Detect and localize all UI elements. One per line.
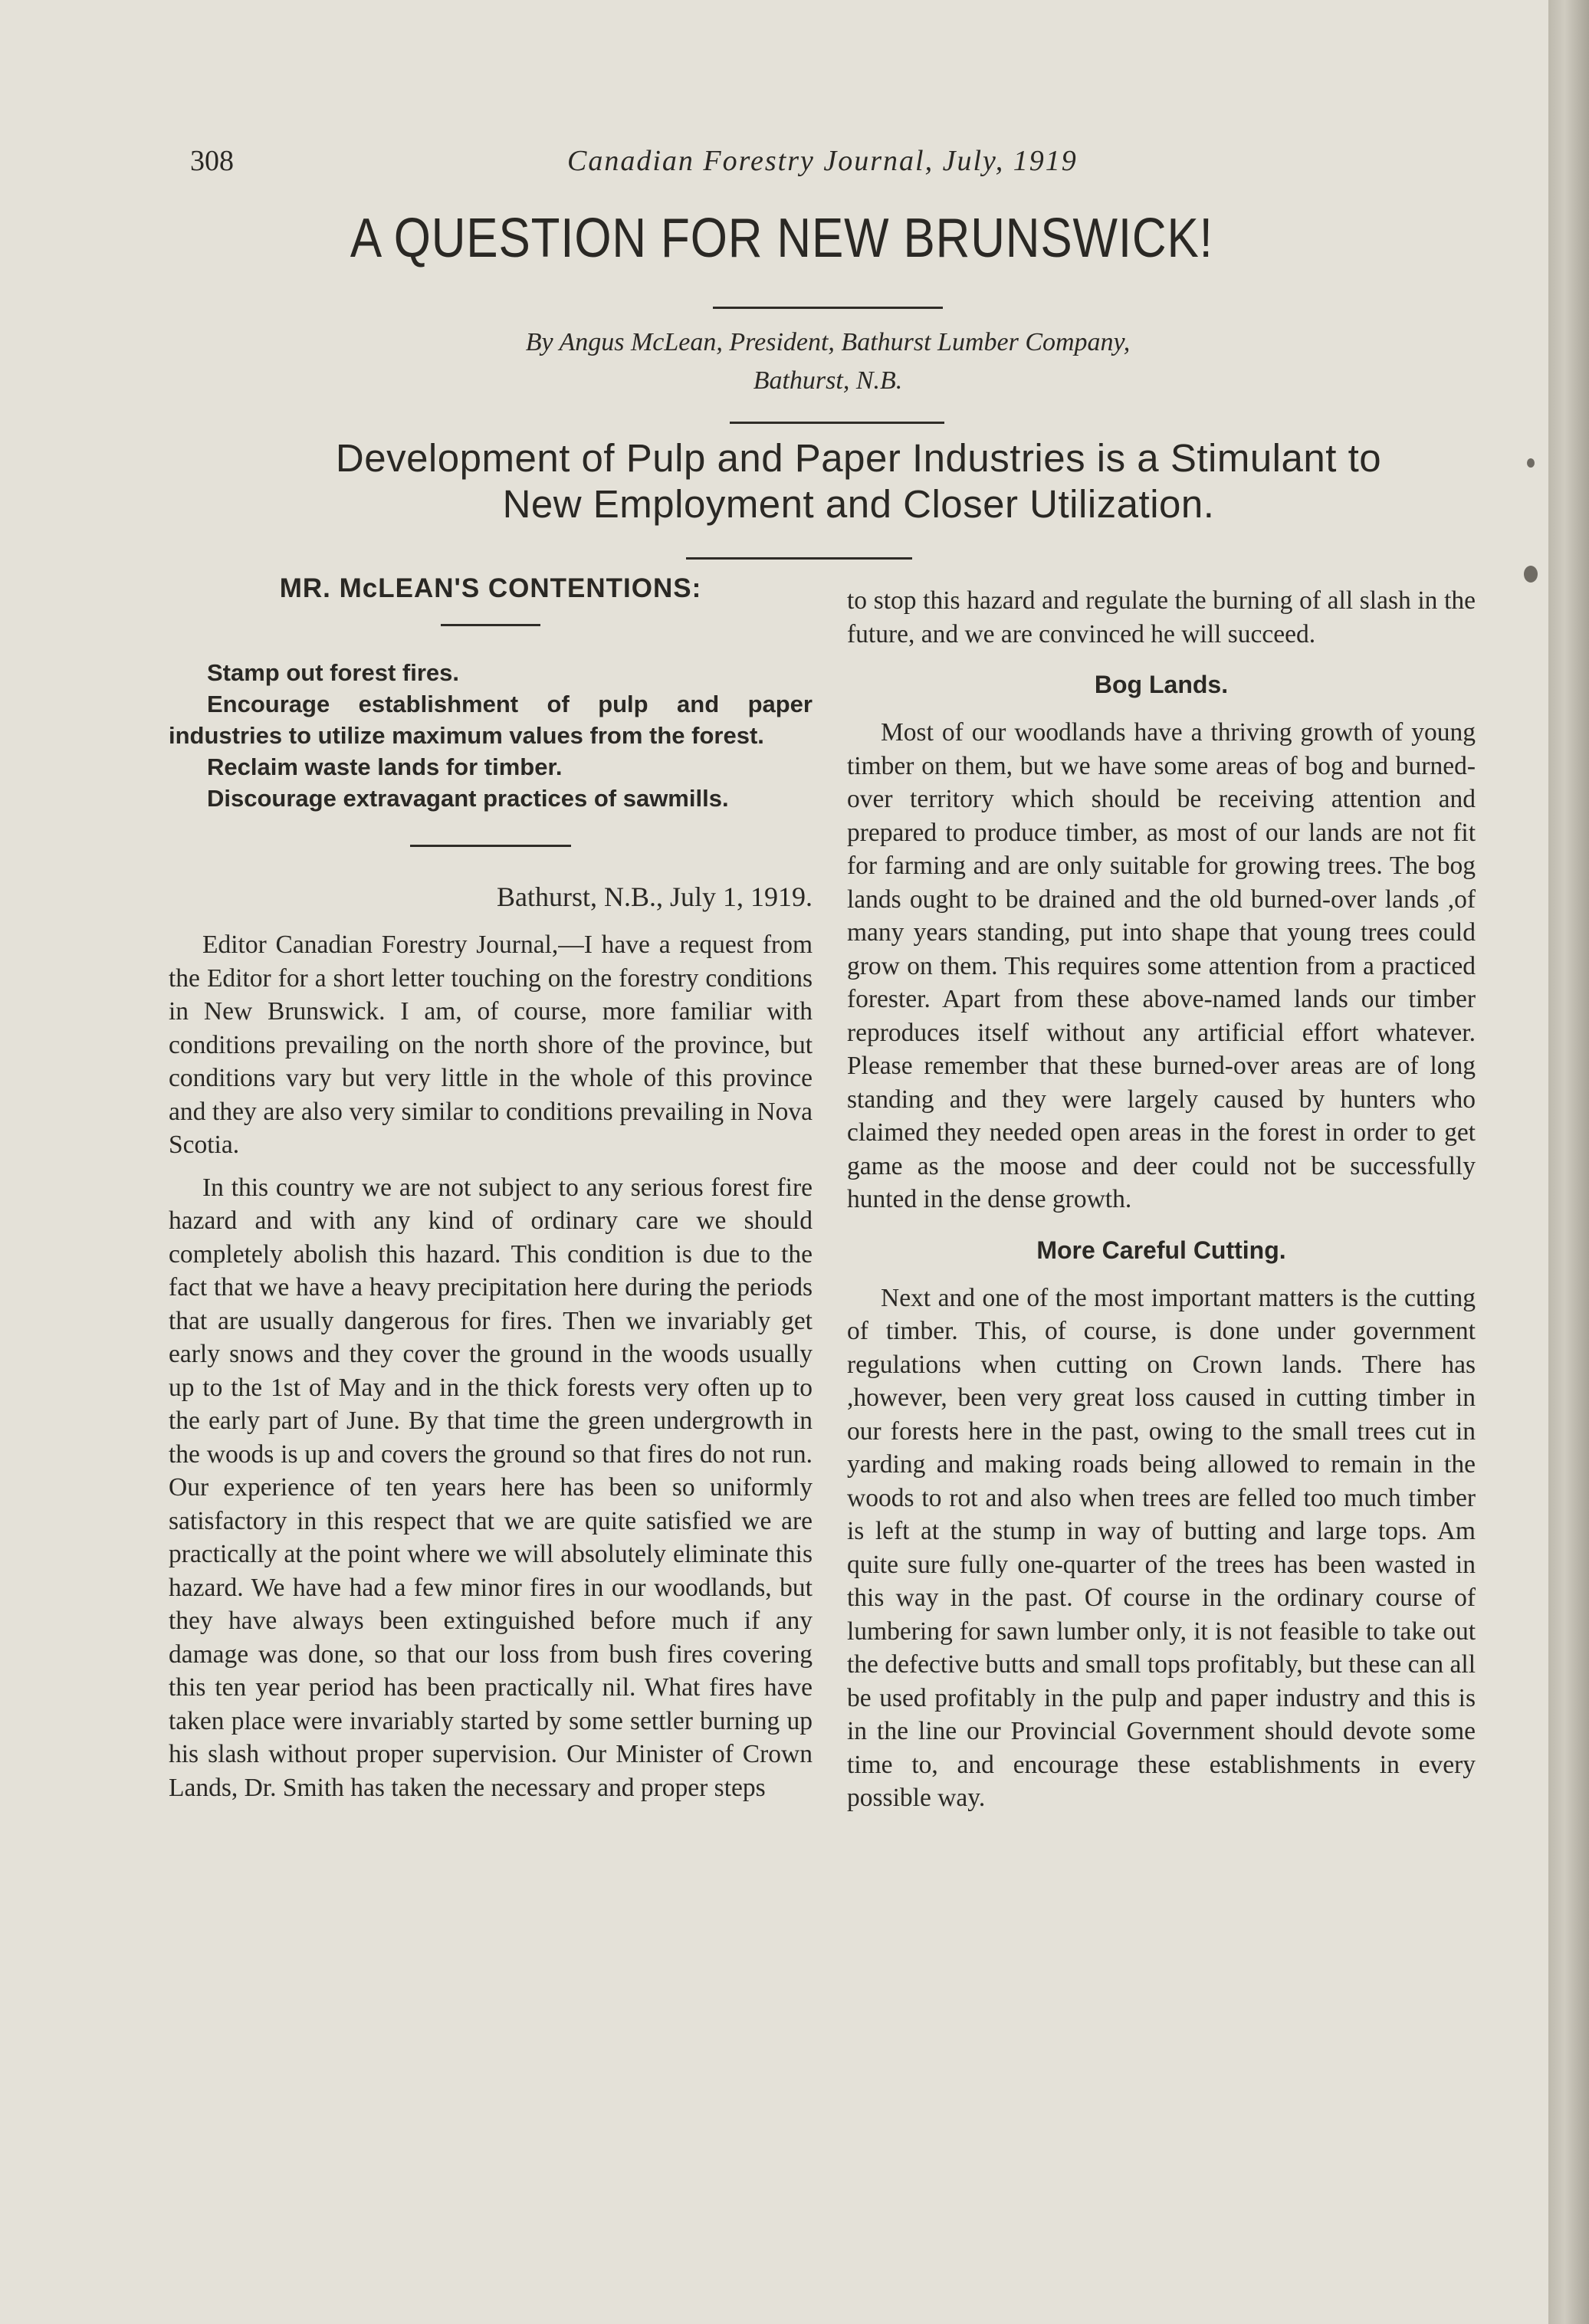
contentions-heading: MR. McLEAN'S CONTENTIONS:	[279, 573, 702, 603]
letter-continuation: to stop this hazard and regulate the burning of all slash in the future, and we are convinced he will succeed.	[847, 586, 1476, 648]
article-title: A QUESTION FOR NEW BRUNSWICK!	[350, 208, 1213, 269]
page-number: 308	[190, 145, 234, 177]
journal-title: Canadian Forestry Journal, July, 1919	[567, 145, 1078, 177]
byline-location: Bathurst, N.B.	[753, 366, 903, 395]
byline	[429, 323, 1226, 400]
bog-lands-heading: Bog Lands.	[1094, 671, 1229, 698]
contention-item: Encourage establishment of pulp and paper industries to utilize maximum values from the forest.	[169, 691, 813, 749]
margin-speck	[1527, 458, 1535, 468]
byline-divider	[730, 422, 944, 424]
margin-speck	[1524, 566, 1538, 583]
letter-paragraph-1: Editor Canadian Forestry Journal,—I have a request from the Editor for a short letter touching on the forestry conditions in New Brunswick. I am, of course, more familiar with conditions prevailing on the north shore of the province, but conditions vary but very little in the whole of this province and they are also very similar to conditions prevailing in Nova Scotia.	[169, 931, 813, 1159]
title-divider	[713, 307, 943, 309]
letter-paragraph-2: In this country we are not subject to any serious forest fire hazard and with any kind of ordinary care we should completely abolish this hazard. This condition is due to the fact that we have a heavy precipitation here during the periods that are usually dangerous for fires. Then we invariably get early snows and they cover the ground in the woods usually up to the 1st of May and in the thick forests very often up to the early part of June. By that time the green undergrowth in the woods is up and covers the ground so that fires do not run. Our experience of ten years here has been so uniformly satisfactory in this respect that we are quite satisfied we are practically at the point where we will absolutely eliminate this hazard. We have had a few minor fires in our woodlands, but they have always been extinguished before much if any damage was done, so that our loss from bush fires covering this ten year period has been practically nil. What fires have taken place were invariably started by some settler burning up his slash without proper supervision. Our Minister of Crown Lands, Dr. Smith has taken the necessary and proper steps	[169, 1173, 813, 1802]
subtitle-line-1: Development of Pulp and Paper Industries is a Stimulant to	[335, 436, 1382, 480]
letter-rule	[410, 845, 571, 847]
left-column	[169, 573, 813, 1814]
bog-lands-paragraph: Most of our woodlands have a thriving growth of young timber on them, but we have some areas of bog and burned-over territory which should be receiving attention and prepared to produce timber, as most of our lands are not fit for farming and are only suitable for growing trees. The bog lands ought to be drained and the old burned-over lands ,of many years standing, put into shape that young trees could grow on them. This requires some attention from a practiced forester. Apart from these above-named lands our timber reproduces itself without any artificial effort whatever. Please remember that these burned-over areas are of long standing and they were largely caused by hunters who claimed they needed open areas in the forest in order to get game as the moose and deer could not be successfully hunted in the dense growth.	[847, 718, 1476, 1213]
right-column	[847, 584, 1476, 1824]
contention-item: Stamp out forest fires.	[207, 659, 459, 686]
binding-edge	[1548, 0, 1589, 2324]
subtitle-divider	[686, 557, 912, 560]
careful-cutting-heading: More Careful Cutting.	[1036, 1236, 1286, 1264]
dateline: Bathurst, N.B., July 1, 1919.	[496, 881, 813, 912]
contention-item: Reclaim waste lands for timber.	[207, 753, 563, 780]
contention-item: Discourage extravagant practices of sawmills.	[207, 785, 729, 812]
article-subtitle	[230, 435, 1487, 527]
subtitle-line-2: New Employment and Closer Utilization.	[502, 482, 1215, 526]
byline-author: By Angus McLean, President, Bathurst Lumber Company,	[525, 328, 1131, 356]
contentions-rule	[441, 624, 540, 626]
careful-cutting-paragraph: Next and one of the most important matters is the cutting of timber. This, of course, is done under government regulations when cutting on Crown lands. There has ,however, been very great loss caused in cutting timber in our forests here in the past, owing to the small trees cut in yarding and making roads being allowed to remain in the woods to rot and also when trees are felled too much timber is left at the stump in way of butting and large tops. Am quite sure fully one-quarter of the trees has been wasted in this way in the past. Of course in the ordinary course of lumbering for sawn lumber only, it is not feasible to take out the defective butts and small tops profitably, but these can all be used profitably in the pulp and paper industry and this is in the line our Provincial Government should devote some time to, and encourage these establishments in every possible way.	[847, 1283, 1476, 1812]
running-head	[0, 144, 1548, 190]
